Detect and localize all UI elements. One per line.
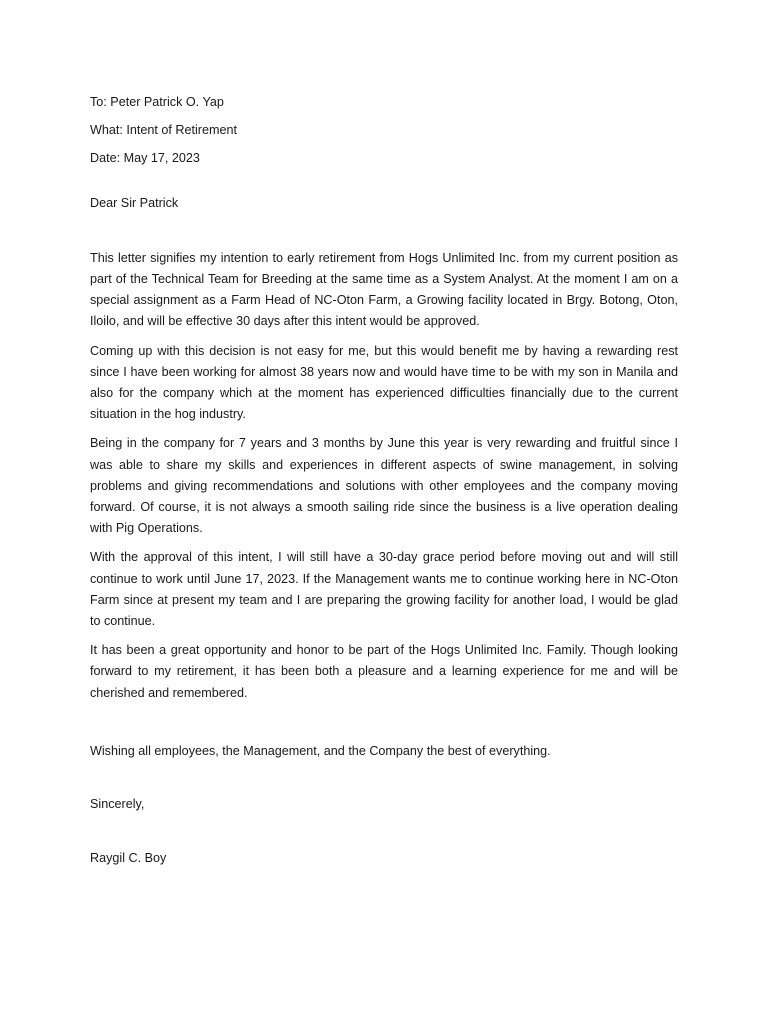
body-paragraph-2: Coming up with this decision is not easy for me, but this would benefit me by having a rewarding rest since I have been working for almost 38 years now and would have time to be with my son in Manila and also for the company which at the moment has experienced difficulties financially due to the current situation in the hog industry. [90, 343, 678, 422]
body-paragraph-4: With the approval of this intent, I will still have a 30-day grace period before moving out and will still continue to work until June 17, 2023. If the Management wants me to continue working here in NC-Oton Farm since at present my team and I are preparing the growing facility for another load, I would be glad to continue. [90, 550, 678, 629]
letter-body [90, 248, 678, 704]
signoff: Sincerely, [90, 797, 145, 812]
salutation: Dear Sir Patrick [90, 195, 179, 210]
body-paragraph-5: It has been a great opportunity and honor to be part of the Hogs Unlimited Inc. Family. Though looking forward to my retirement, it has been both a pleasure and a learning experience for me and will be cherished and remembered. [90, 643, 678, 700]
body-paragraph-1: This letter signifies my intention to early retirement from Hogs Unlimited Inc. from my current position as part of the Technical Team for Breeding at the same time as a System Analyst. At the moment I am on a special assignment as a Farm Head of NC-Oton Farm, a Growing facility located in Brgy. Botong, Oton, Iloilo, and will be effective 30 days after this intent would be approved. [90, 250, 678, 329]
retirement-letter [90, 92, 678, 869]
body-paragraph-3: Being in the company for 7 years and 3 months by June this year is very rewarding and fruitful since I was able to share my skills and experiences in different aspects of swine management, in solving problems and giving recommendations and solutions with other employees and the company moving forward. Of course, it is not always a smooth sailing ride since the business is a live operation dealing with Pig Operations. [90, 436, 678, 536]
date-line: Date: May 17, 2023 [90, 151, 200, 166]
to-line: To: Peter Patrick O. Yap [90, 95, 224, 109]
signature-name: Raygil C. Boy [90, 851, 167, 866]
closing-line: Wishing all employees, the Management, and the Company the best of everything. [90, 743, 551, 758]
what-line: What: Intent of Retirement [90, 123, 237, 138]
